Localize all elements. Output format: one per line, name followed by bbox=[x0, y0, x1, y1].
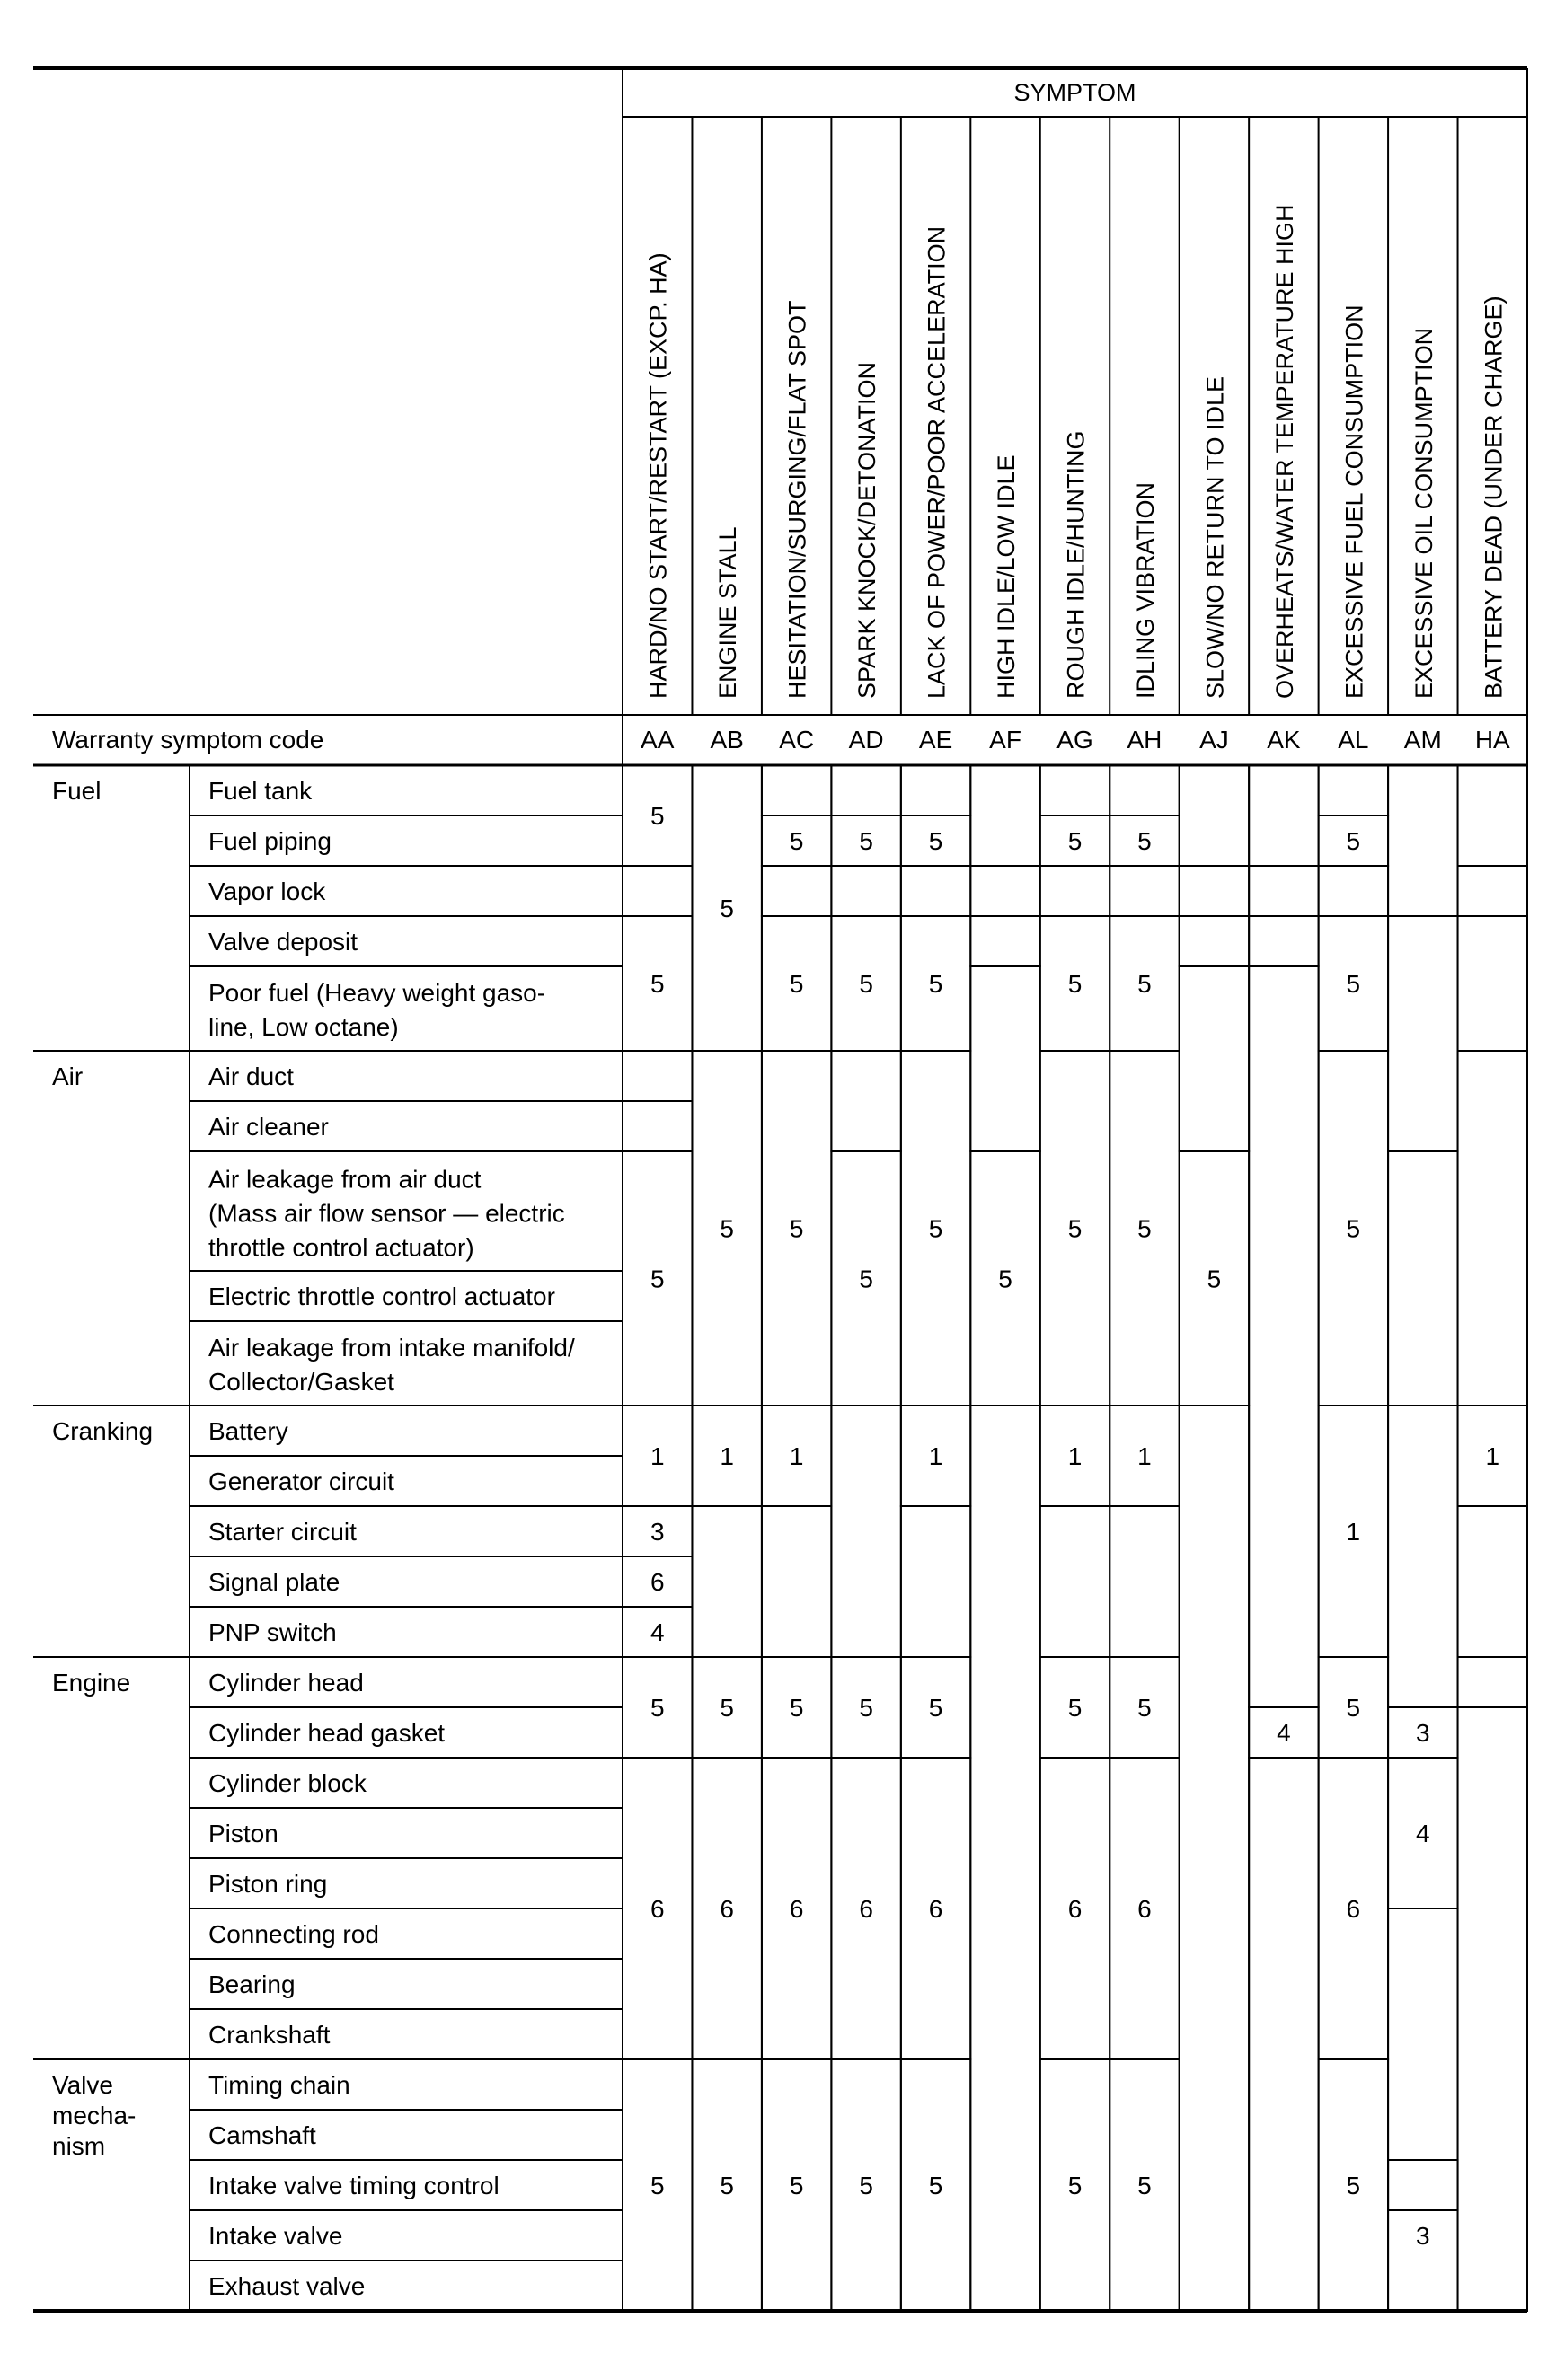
rating-cell bbox=[1110, 1506, 1179, 1657]
part-label: Air leakage from intake manifold/ bbox=[208, 1334, 575, 1362]
rating-cell bbox=[831, 1051, 900, 1151]
rating-value: 5 bbox=[789, 827, 804, 855]
part-label: PNP switch bbox=[208, 1618, 337, 1646]
rating-cell bbox=[1249, 916, 1318, 966]
rating-cell bbox=[762, 866, 831, 916]
symptom-name: EXCESSIVE OIL CONSUMPTION bbox=[1410, 327, 1437, 699]
rating-value: 1 bbox=[1137, 1442, 1152, 1470]
rating-cell bbox=[970, 765, 1039, 866]
rating-value: 5 bbox=[1067, 1694, 1083, 1722]
part-label: Intake valve timing control bbox=[208, 2172, 500, 2199]
symptom-code: AM bbox=[1403, 726, 1442, 754]
rating-value: 4 bbox=[650, 1618, 665, 1646]
rating-cell bbox=[901, 765, 970, 815]
rating-value: 6 bbox=[650, 1895, 665, 1923]
rating-cell bbox=[901, 1506, 970, 1657]
rating-value: 5 bbox=[859, 970, 873, 998]
rating-value: 5 bbox=[859, 1265, 873, 1293]
rating-value: 5 bbox=[650, 1265, 665, 1293]
symptom-name: HESITATION/SURGING/FLAT SPOT bbox=[783, 300, 811, 699]
rating-cell bbox=[970, 866, 1039, 916]
rating-cell bbox=[1458, 916, 1527, 1051]
rating-cell bbox=[1458, 765, 1527, 866]
part-label: Bearing bbox=[208, 1970, 296, 1998]
rating-cell bbox=[970, 1406, 1039, 2311]
symptom-code: AD bbox=[848, 726, 884, 754]
part-label: Valve deposit bbox=[208, 928, 358, 956]
rating-cell bbox=[831, 1406, 900, 1657]
rating-cell bbox=[831, 765, 900, 815]
part-label: Intake valve bbox=[208, 2222, 343, 2250]
part-label: Air leakage from air duct bbox=[208, 1165, 482, 1194]
rating-value: 3 bbox=[1416, 1719, 1430, 1747]
group-label: Fuel bbox=[52, 777, 102, 805]
rating-value: 5 bbox=[1067, 1214, 1083, 1243]
rating-cell bbox=[1458, 1707, 1527, 2311]
symptom-header-label: SYMPTOM bbox=[1013, 79, 1136, 106]
group-label: nism bbox=[52, 2132, 106, 2160]
rating-value: 6 bbox=[1137, 1895, 1152, 1923]
rating-cell bbox=[1040, 1506, 1110, 1657]
rating-value: 5 bbox=[720, 1214, 734, 1243]
rating-cell bbox=[1180, 1406, 1249, 2311]
symptom-code: AC bbox=[779, 726, 815, 754]
rating-cell bbox=[1458, 1051, 1527, 1406]
symptom-name: HARD/NO START/RESTART (EXCP. HA) bbox=[644, 252, 672, 699]
part-label: Cylinder head gasket bbox=[208, 1719, 446, 1747]
rating-cell bbox=[1110, 765, 1179, 815]
rating-value: 6 bbox=[928, 1895, 943, 1923]
rating-value: 5 bbox=[928, 2172, 943, 2199]
group-label: Cranking bbox=[52, 1417, 154, 1445]
symptom-name: ENGINE STALL bbox=[714, 526, 742, 699]
rating-value: 5 bbox=[789, 2172, 804, 2199]
rating-cell bbox=[1388, 1908, 1457, 2210]
symptom-name: ROUGH IDLE/HUNTING bbox=[1062, 430, 1090, 699]
rating-value: 5 bbox=[1137, 1694, 1152, 1722]
rating-value: 5 bbox=[859, 2172, 873, 2199]
rating-cell bbox=[970, 966, 1039, 1151]
rating-value: 5 bbox=[1067, 827, 1083, 855]
rating-value: 5 bbox=[1137, 2172, 1152, 2199]
rating-value: 6 bbox=[650, 1568, 665, 1596]
rating-cell bbox=[1180, 866, 1249, 916]
rating-value: 6 bbox=[789, 1895, 804, 1923]
symptom-code: AA bbox=[641, 726, 675, 754]
rating-cell bbox=[1388, 765, 1457, 916]
rating-cell bbox=[1040, 866, 1110, 916]
rating-cell bbox=[1180, 765, 1249, 866]
symptom-code: AB bbox=[710, 726, 744, 754]
rating-value: 5 bbox=[650, 2172, 665, 2199]
warranty-symptom-code-label: Warranty symptom code bbox=[52, 726, 324, 754]
rating-value: 5 bbox=[789, 970, 804, 998]
rating-value: 1 bbox=[1346, 1518, 1361, 1546]
symptom-name: HIGH IDLE/LOW IDLE bbox=[993, 454, 1021, 699]
symptom-name: LACK OF POWER/POOR ACCELERATION bbox=[923, 225, 950, 699]
rating-value: 4 bbox=[1277, 1719, 1291, 1747]
symptom-name: BATTERY DEAD (UNDER CHARGE) bbox=[1480, 295, 1507, 699]
rating-cell bbox=[970, 916, 1039, 966]
rating-value: 6 bbox=[1346, 1895, 1361, 1923]
part-label: line, Low octane) bbox=[208, 1013, 399, 1041]
rating-cell bbox=[1249, 966, 1318, 1707]
part-label: Generator circuit bbox=[208, 1468, 394, 1495]
rating-value: 5 bbox=[1137, 970, 1152, 998]
rating-value: 5 bbox=[1067, 970, 1083, 998]
symptom-code: AL bbox=[1338, 726, 1369, 754]
rating-value: 1 bbox=[789, 1442, 804, 1470]
symptom-name: SPARK KNOCK/DETONATION bbox=[853, 361, 881, 699]
rating-cell bbox=[1249, 765, 1318, 866]
rating-value: 5 bbox=[1137, 827, 1152, 855]
rating-value: 1 bbox=[1485, 1442, 1500, 1470]
part-label: throttle control actuator) bbox=[208, 1233, 474, 1262]
rating-cell bbox=[1458, 866, 1527, 916]
symptom-name: OVERHEATS/WATER TEMPERATURE HIGH bbox=[1270, 204, 1298, 699]
rating-value: 3 bbox=[650, 1518, 665, 1546]
part-label: Air cleaner bbox=[208, 1113, 329, 1141]
rating-cell bbox=[1388, 1151, 1457, 1406]
rating-cell bbox=[831, 866, 900, 916]
rating-cell bbox=[1388, 1406, 1457, 1707]
part-label: Fuel tank bbox=[208, 777, 313, 805]
part-label: Timing chain bbox=[208, 2071, 350, 2099]
part-label: Signal plate bbox=[208, 1568, 340, 1596]
rating-value: 5 bbox=[1346, 827, 1361, 855]
rating-cell bbox=[1249, 1758, 1318, 2311]
symptom-code: AK bbox=[1267, 726, 1301, 754]
part-label: Air duct bbox=[208, 1062, 294, 1090]
group-label: mecha- bbox=[52, 2102, 137, 2129]
rating-value: 6 bbox=[859, 1895, 873, 1923]
rating-value: 5 bbox=[1207, 1265, 1222, 1293]
rating-value: 1 bbox=[928, 1442, 943, 1470]
rating-value: 1 bbox=[1067, 1442, 1083, 1470]
symptom-name: IDLING VIBRATION bbox=[1131, 481, 1159, 699]
rating-value: 5 bbox=[928, 1694, 943, 1722]
rating-cell bbox=[1319, 765, 1388, 815]
rating-cell bbox=[1040, 765, 1110, 815]
rating-cell bbox=[1388, 916, 1457, 1151]
part-label: Collector/Gasket bbox=[208, 1368, 394, 1396]
rating-value: 5 bbox=[928, 1214, 943, 1243]
rating-value: 5 bbox=[998, 1265, 1012, 1293]
part-label: (Mass air flow sensor — electric bbox=[208, 1199, 565, 1228]
rating-cell bbox=[1180, 966, 1249, 1151]
symptom-code: AG bbox=[1056, 726, 1093, 754]
rating-cell bbox=[1180, 916, 1249, 966]
part-label: Battery bbox=[208, 1417, 288, 1445]
rating-cell bbox=[762, 765, 831, 815]
part-label: Crankshaft bbox=[208, 2021, 331, 2049]
rating-value: 5 bbox=[789, 1694, 804, 1722]
symptom-code: AH bbox=[1127, 726, 1163, 754]
rating-cell bbox=[623, 1101, 692, 1151]
rating-value: 5 bbox=[859, 827, 873, 855]
rating-value: 5 bbox=[720, 1694, 734, 1722]
rating-value: 5 bbox=[650, 1694, 665, 1722]
group-label: Valve bbox=[52, 2071, 113, 2099]
rating-value: 5 bbox=[720, 2172, 734, 2199]
rating-value: 5 bbox=[1137, 1214, 1152, 1243]
rating-cell bbox=[1458, 1506, 1527, 1657]
part-label: Vapor lock bbox=[208, 877, 326, 905]
rating-cell bbox=[1110, 866, 1179, 916]
part-label: Camshaft bbox=[208, 2121, 316, 2149]
part-label: Poor fuel (Heavy weight gaso- bbox=[208, 979, 546, 1007]
part-label: Piston bbox=[208, 1820, 278, 1847]
rating-value: 1 bbox=[720, 1442, 734, 1470]
rating-value: 3 bbox=[1416, 2222, 1430, 2250]
rating-cell bbox=[1319, 866, 1388, 916]
rating-cell bbox=[623, 866, 692, 916]
rating-value: 5 bbox=[720, 895, 734, 922]
part-label: Cylinder head bbox=[208, 1669, 364, 1697]
rating-value: 5 bbox=[1346, 1694, 1361, 1722]
rating-cell bbox=[623, 1051, 692, 1101]
rating-value: 5 bbox=[1067, 2172, 1083, 2199]
symptom-code: AE bbox=[918, 726, 953, 754]
rating-value: 5 bbox=[928, 970, 943, 998]
group-label: Engine bbox=[52, 1669, 131, 1697]
rating-value: 6 bbox=[1067, 1895, 1083, 1923]
rating-cell bbox=[1249, 866, 1318, 916]
symptom-name: SLOW/NO RETURN TO IDLE bbox=[1201, 375, 1229, 699]
rating-value: 5 bbox=[789, 1214, 804, 1243]
rating-value: 6 bbox=[720, 1895, 734, 1923]
rating-value: 4 bbox=[1416, 1820, 1430, 1847]
part-label: Exhaust valve bbox=[208, 2272, 366, 2300]
rating-value: 5 bbox=[1346, 1214, 1361, 1243]
part-label: Electric throttle control actuator bbox=[208, 1283, 555, 1310]
rating-value: 5 bbox=[1346, 970, 1361, 998]
rating-value: 5 bbox=[928, 827, 943, 855]
part-label: Fuel piping bbox=[208, 827, 332, 855]
rating-value: 1 bbox=[650, 1442, 665, 1470]
rating-cell bbox=[762, 1506, 831, 1657]
group-label: Air bbox=[52, 1062, 84, 1090]
part-label: Connecting rod bbox=[208, 1920, 379, 1948]
rating-value: 5 bbox=[650, 970, 665, 998]
part-label: Cylinder block bbox=[208, 1769, 367, 1797]
rating-cell bbox=[1458, 1657, 1527, 1707]
part-label: Starter circuit bbox=[208, 1518, 357, 1546]
part-label: Piston ring bbox=[208, 1870, 328, 1898]
symptom-name: EXCESSIVE FUEL CONSUMPTION bbox=[1340, 304, 1368, 699]
rating-cell bbox=[901, 866, 970, 916]
symptom-code: AF bbox=[989, 726, 1021, 754]
rating-value: 5 bbox=[1346, 2172, 1361, 2199]
symptom-code: AJ bbox=[1199, 726, 1229, 754]
rating-value: 5 bbox=[859, 1694, 873, 1722]
rating-value: 5 bbox=[650, 802, 665, 830]
symptom-code: HA bbox=[1474, 726, 1510, 754]
rating-cell bbox=[692, 1506, 761, 1657]
